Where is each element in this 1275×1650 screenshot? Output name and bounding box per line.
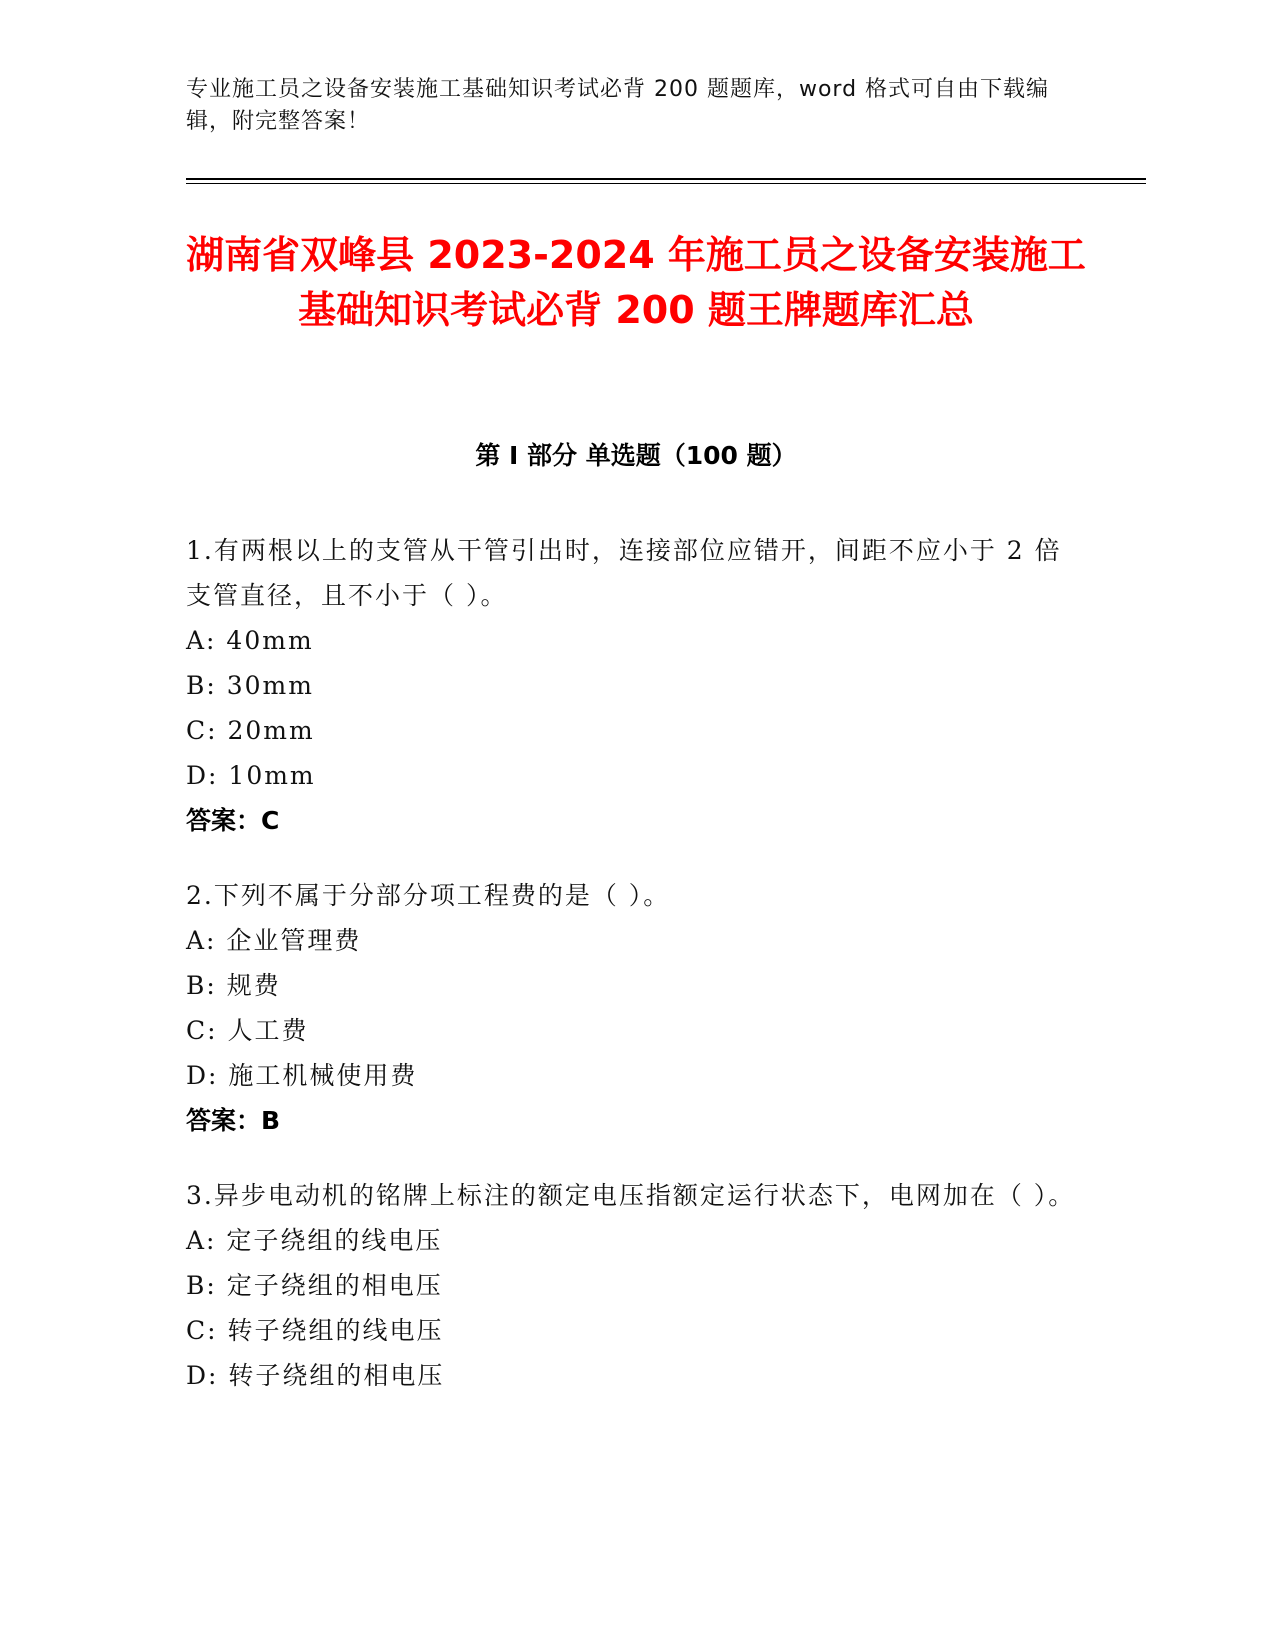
header-divider (186, 178, 1146, 180)
option-b: B: 30mm (186, 671, 314, 700)
question-stem: 1.有两根以上的支管从干管引出时，连接部位应错开，间距不应小于 2 倍支管直径，且不小于（ ）。 (186, 536, 1062, 610)
question-1 (186, 528, 1076, 843)
option-b: B: 规费 (186, 971, 281, 1000)
answer: 答案：B (186, 1106, 281, 1135)
header-note: 专业施工员之设备安装施工基础知识考试必背 200 题题库，word 格式可自由下载编辑，附完整答案！ (186, 77, 1050, 134)
option-d: D: 施工机械使用费 (186, 1061, 418, 1090)
question-list (186, 528, 1076, 1428)
header-divider-thin (186, 183, 1146, 184)
section-title: 第 I 部分 单选题（100 题） (475, 441, 797, 470)
question-stem: 3.异步电动机的铭牌上标注的额定电压指额定运行状态下，电网加在（ ）。 (186, 1181, 1076, 1210)
option-c: C: 人工费 (186, 1016, 309, 1045)
answer: 答案：C (186, 806, 280, 835)
option-c: C: 转子绕组的线电压 (186, 1316, 444, 1345)
option-d: D: 10mm (186, 761, 316, 790)
option-d: D: 转子绕组的相电压 (186, 1361, 445, 1390)
document-title: 湖南省双峰县 2023-2024 年施工员之设备安装施工基础知识考试必背 200 题王牌题库汇总 (186, 233, 1086, 332)
option-a: A: 企业管理费 (186, 926, 362, 955)
option-a: A: 定子绕组的线电压 (186, 1226, 443, 1255)
option-a: A: 40mm (186, 626, 314, 655)
question-stem: 2.下列不属于分部分项工程费的是（ ）。 (186, 881, 671, 910)
option-b: B: 定子绕组的相电压 (186, 1271, 443, 1300)
option-c: C: 20mm (186, 716, 315, 745)
question-2 (186, 873, 1076, 1143)
question-3 (186, 1173, 1076, 1398)
